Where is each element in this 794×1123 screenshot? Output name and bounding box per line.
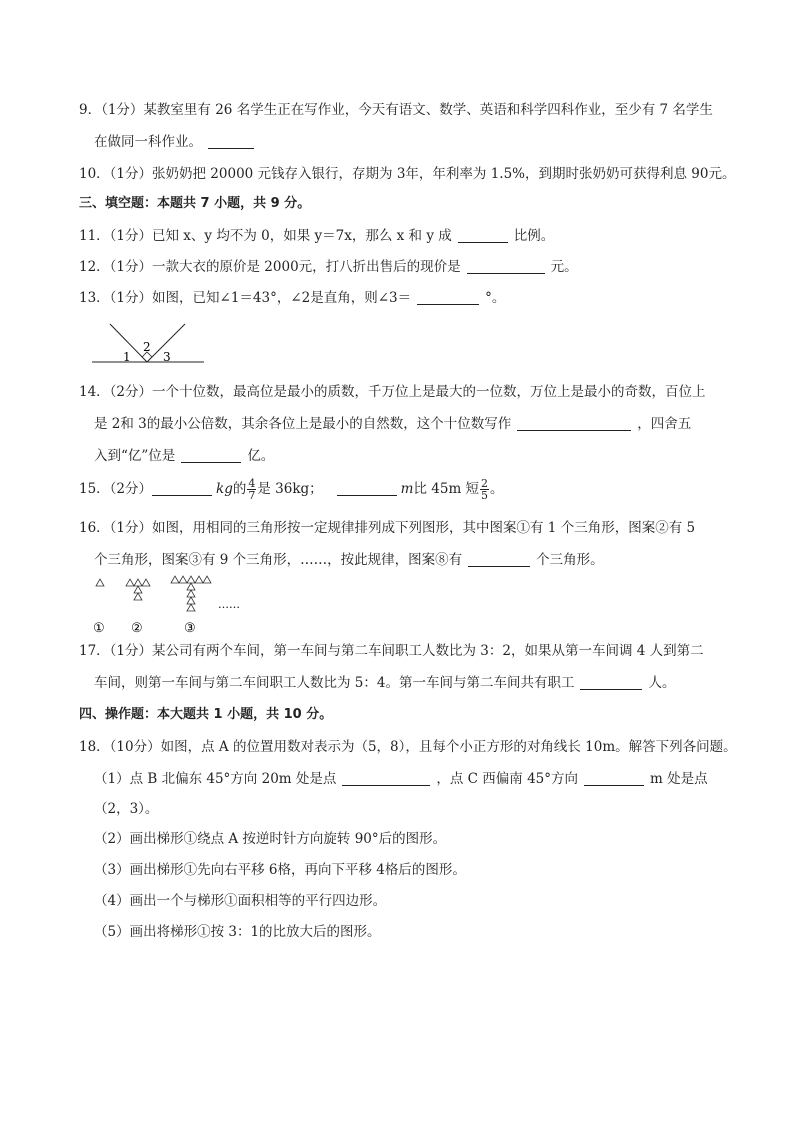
q16-triangle-patterns [88,572,258,638]
q18-part1-line2: （2，3）。 [94,801,159,817]
q11-line [79,226,554,246]
q13-text: 13．（1分）如图，已知∠1＝43°，∠2是直角，则∠3＝ [79,290,412,306]
angle-label-3: 3 [163,350,171,364]
q18-answer-blank-2[interactable] [584,771,644,786]
q15-is36: 是 36kg； [257,481,323,497]
q13-answer-blank[interactable] [417,290,479,305]
q14-line3 [94,446,274,466]
ellipsis: …… [218,598,240,611]
q13-angle-figure [90,318,210,368]
q9-line2 [94,132,260,152]
section-4-heading: 四、操作题：本大题共 1 小题，共 10 分。 [79,707,333,722]
q14-answer-blank-1[interactable] [517,416,631,431]
q11-text-end: 比例。 [513,228,555,244]
q15-de: 的 [232,481,247,497]
q14-line2 [94,414,691,434]
q18-part3: （3）画出梯形①先向右平移 6格，再向下平移 4格后的图形。 [94,862,466,878]
q12-text: 12．（1分）一款大衣的原价是 2000元，打八折出售后的现价是 [79,259,461,275]
q13-text-end: °。 [485,290,506,306]
q18-part2: （2）画出梯形①绕点 A 按逆时针方向旋转 90°后的图形。 [94,831,447,847]
q17-line2 [94,673,675,693]
q18-part5: （5）画出将梯形①按 3：1的比放大后的图形。 [94,924,381,940]
q18-part1-end: m 处是点 [650,771,708,787]
triangle [96,579,104,586]
q13-line [79,288,505,308]
q16-answer-blank[interactable] [468,552,530,567]
pattern-label-2: ② [131,621,143,636]
pattern-label-3: ③ [184,621,196,636]
q15-unit-kg: kg [216,481,233,497]
q14-text-end: 亿。 [247,448,275,464]
angle-label-1: 1 [123,350,131,364]
q14-text-mid: ，四舍五 [637,416,692,432]
fraction-4-7: $\frac{4}{7}$ [248,477,256,502]
triangle-stem [187,583,195,611]
q14-text: 是 2和 3的最小公倍数，其余各位上是最小的自然数，这个十位数写作 [94,416,512,432]
pattern-label-1: ① [93,621,105,636]
q12-answer-blank[interactable] [467,259,545,274]
fraction-2-5: $\frac{2}{5}$ [481,477,489,502]
q9-line1: 9．（1分）某教室里有 26 名学生正在写作业，今天有语文、数学、英语和科学四科作业，至少有 7 名学生 [79,102,713,118]
angle-label-2: 2 [143,340,151,354]
q17-text-end: 人。 [648,675,676,691]
q10-line: 10．（1分）张奶奶把 20000 元钱存入银行，存期为 3年，年利率为 1.5%，到期时张奶奶可获得利息 90元。 [79,166,736,182]
q17-answer-blank[interactable] [580,675,642,690]
q12-text-end: 元。 [550,259,578,275]
q18-part1-text: （1）点 B 北偏东 45°方向 20m 处是点 [94,771,337,787]
triangle-stem [134,586,142,600]
section-3-heading: 三、填空题：本题共 7 小题，共 9 分。 [79,196,311,211]
q17-text: 车间，则第一车间与第二车间职工人数比为 5：4。第一车间与第二车间共有职工 [94,675,575,691]
q12-line [79,257,578,277]
q18-part4: （4）画出一个与梯形①面积相等的平行四边形。 [94,893,387,909]
q11-text: 11．（1分）已知 x、y 均不为 0，如果 y＝7x，那么 x 和 y 成 [79,228,452,244]
q9-answer-blank[interactable] [208,134,254,149]
q16-text: 个三角形，图案③有 9 个三角形，……，按此规律，图案⑧有 [94,552,463,568]
q18-part1-mid: ，点 C 西偏南 45°方向 [436,771,579,787]
q18-answer-blank-1[interactable] [342,771,430,786]
q18-line1: 18．（10分）如图，点 A 的位置用数对表示为（5，8），且每个小正方形的对角线长 10m。解答下列各问题。 [79,739,737,755]
q15-end: 。 [490,481,504,497]
q16-line2 [94,550,604,570]
q15-answer-blank-2[interactable] [337,481,397,496]
q16-line1: 16．（1分）如图，用相同的三角形按一定规律排列成下列图形，其中图案①有 1 个三角形，图案②有 5 [79,520,696,536]
q14-text-2: 入到“亿”位是 [94,448,176,464]
q15-unit-m: m [400,481,414,497]
q15-line [79,478,504,501]
q17-line1: 17．（1分）某公司有两个车间，第一车间与第二车间职工人数比为 3：2，如果从第一车间调 4 人到第二 [79,643,704,659]
triangle-row [171,576,211,583]
q11-answer-blank[interactable] [458,228,508,243]
q14-answer-blank-2[interactable] [181,448,241,463]
q15-answer-blank-1[interactable] [152,481,212,496]
q9-text: 在做同一科作业。 [94,134,202,150]
q18-part1-line1 [94,769,708,789]
q15-prefix: 15．（2分） [79,481,153,497]
q16-text-end: 个三角形。 [536,552,604,568]
q14-line1: 14．（2分）一个十位数，最高位是最小的质数，千万位上是最大的一位数，万位上是最小的奇数，百位上 [79,384,706,400]
triangle-row [126,579,150,586]
q15-than: 比 45m 短 [413,481,480,497]
